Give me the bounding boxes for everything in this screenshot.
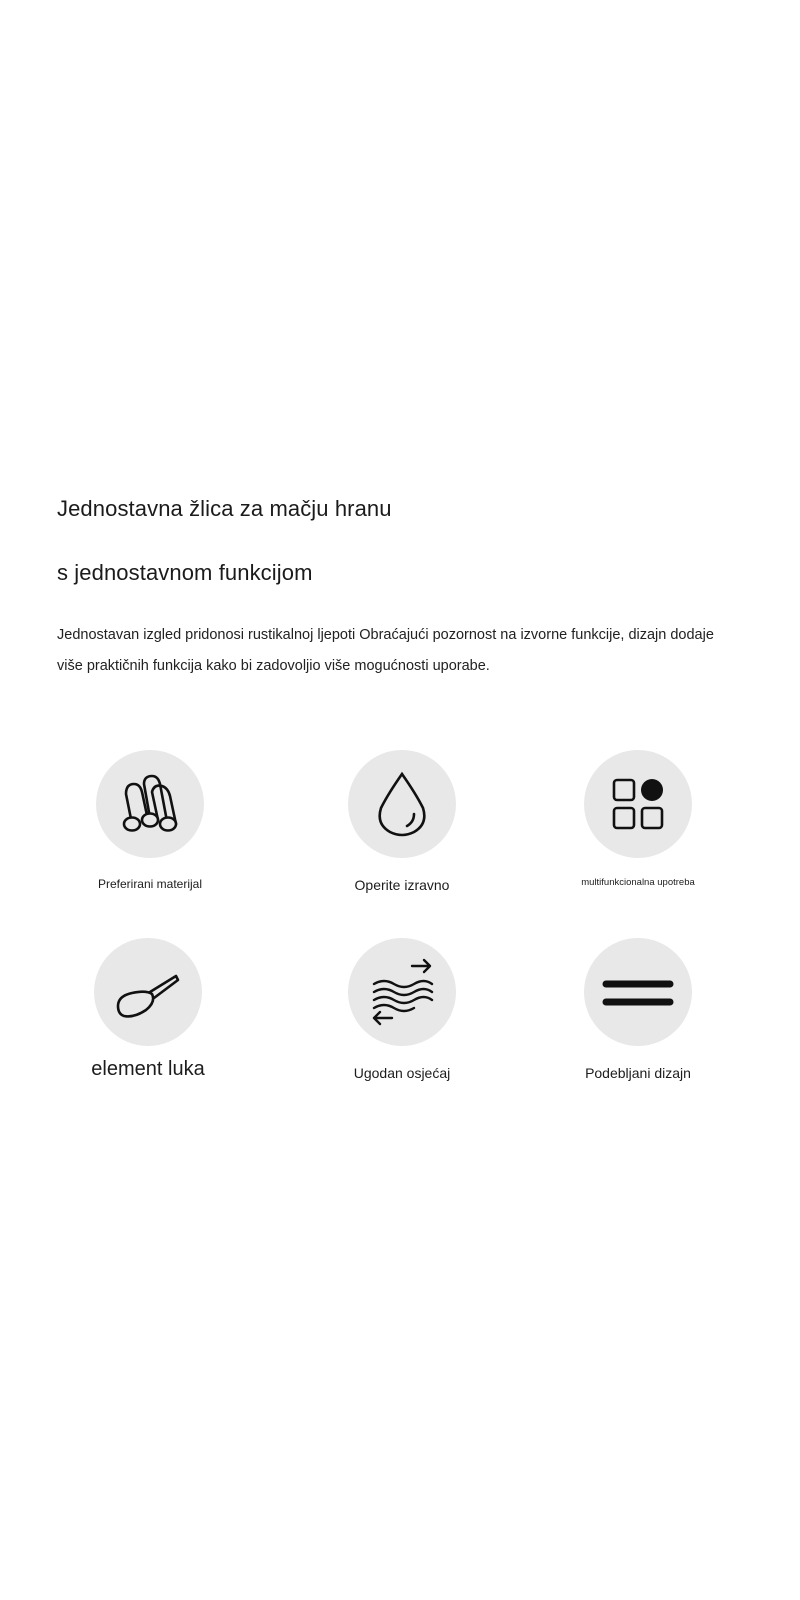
description-text: Jednostavan izgled pridonosi rustikalnoj ljepoti Obraćajući pozornost na izvorne funkcije, dizajn dodaje više praktičnih funkcija kako bi zadovoljio više mogućnosti uporabe.: [57, 627, 714, 674]
feature-icon-circle: [584, 938, 692, 1046]
feature-multifunctional-use: [518, 750, 758, 910]
wood-logs-icon: [114, 768, 186, 840]
feature-icon-circle: [94, 938, 202, 1046]
feature-icon-circle: [96, 750, 204, 858]
feature-bold-design: [518, 938, 758, 1098]
airflow-waves-icon: [366, 956, 438, 1028]
feature-label: Preferirani materijal: [97, 877, 203, 891]
feature-icon-circle: [348, 938, 456, 1046]
feature-label: Operite izravno: [354, 877, 450, 893]
feature-label: element luka: [91, 1058, 205, 1080]
spoon-icon: [112, 956, 184, 1028]
water-drop-icon: [366, 768, 438, 840]
double-bar-icon: [602, 956, 674, 1028]
feature-icon-circle: [348, 750, 456, 858]
page-subtitle: s jednostavnom funkcijom: [57, 560, 313, 585]
feature-label: Ugodan osjećaj: [353, 1065, 451, 1081]
feature-label: multifunkcionalna upotreba: [581, 877, 695, 888]
page-title: Jednostavna žlica za mačju hranu: [57, 496, 392, 521]
feature-wash-directly: [282, 750, 522, 910]
feature-arc-element: [28, 938, 268, 1098]
feature-pleasant-feel: [282, 938, 522, 1098]
feature-icon-circle: [584, 750, 692, 858]
apps-grid-icon: [602, 768, 674, 840]
feature-preferred-material: [30, 750, 270, 910]
feature-label: Podebljani dizajn: [585, 1065, 691, 1081]
